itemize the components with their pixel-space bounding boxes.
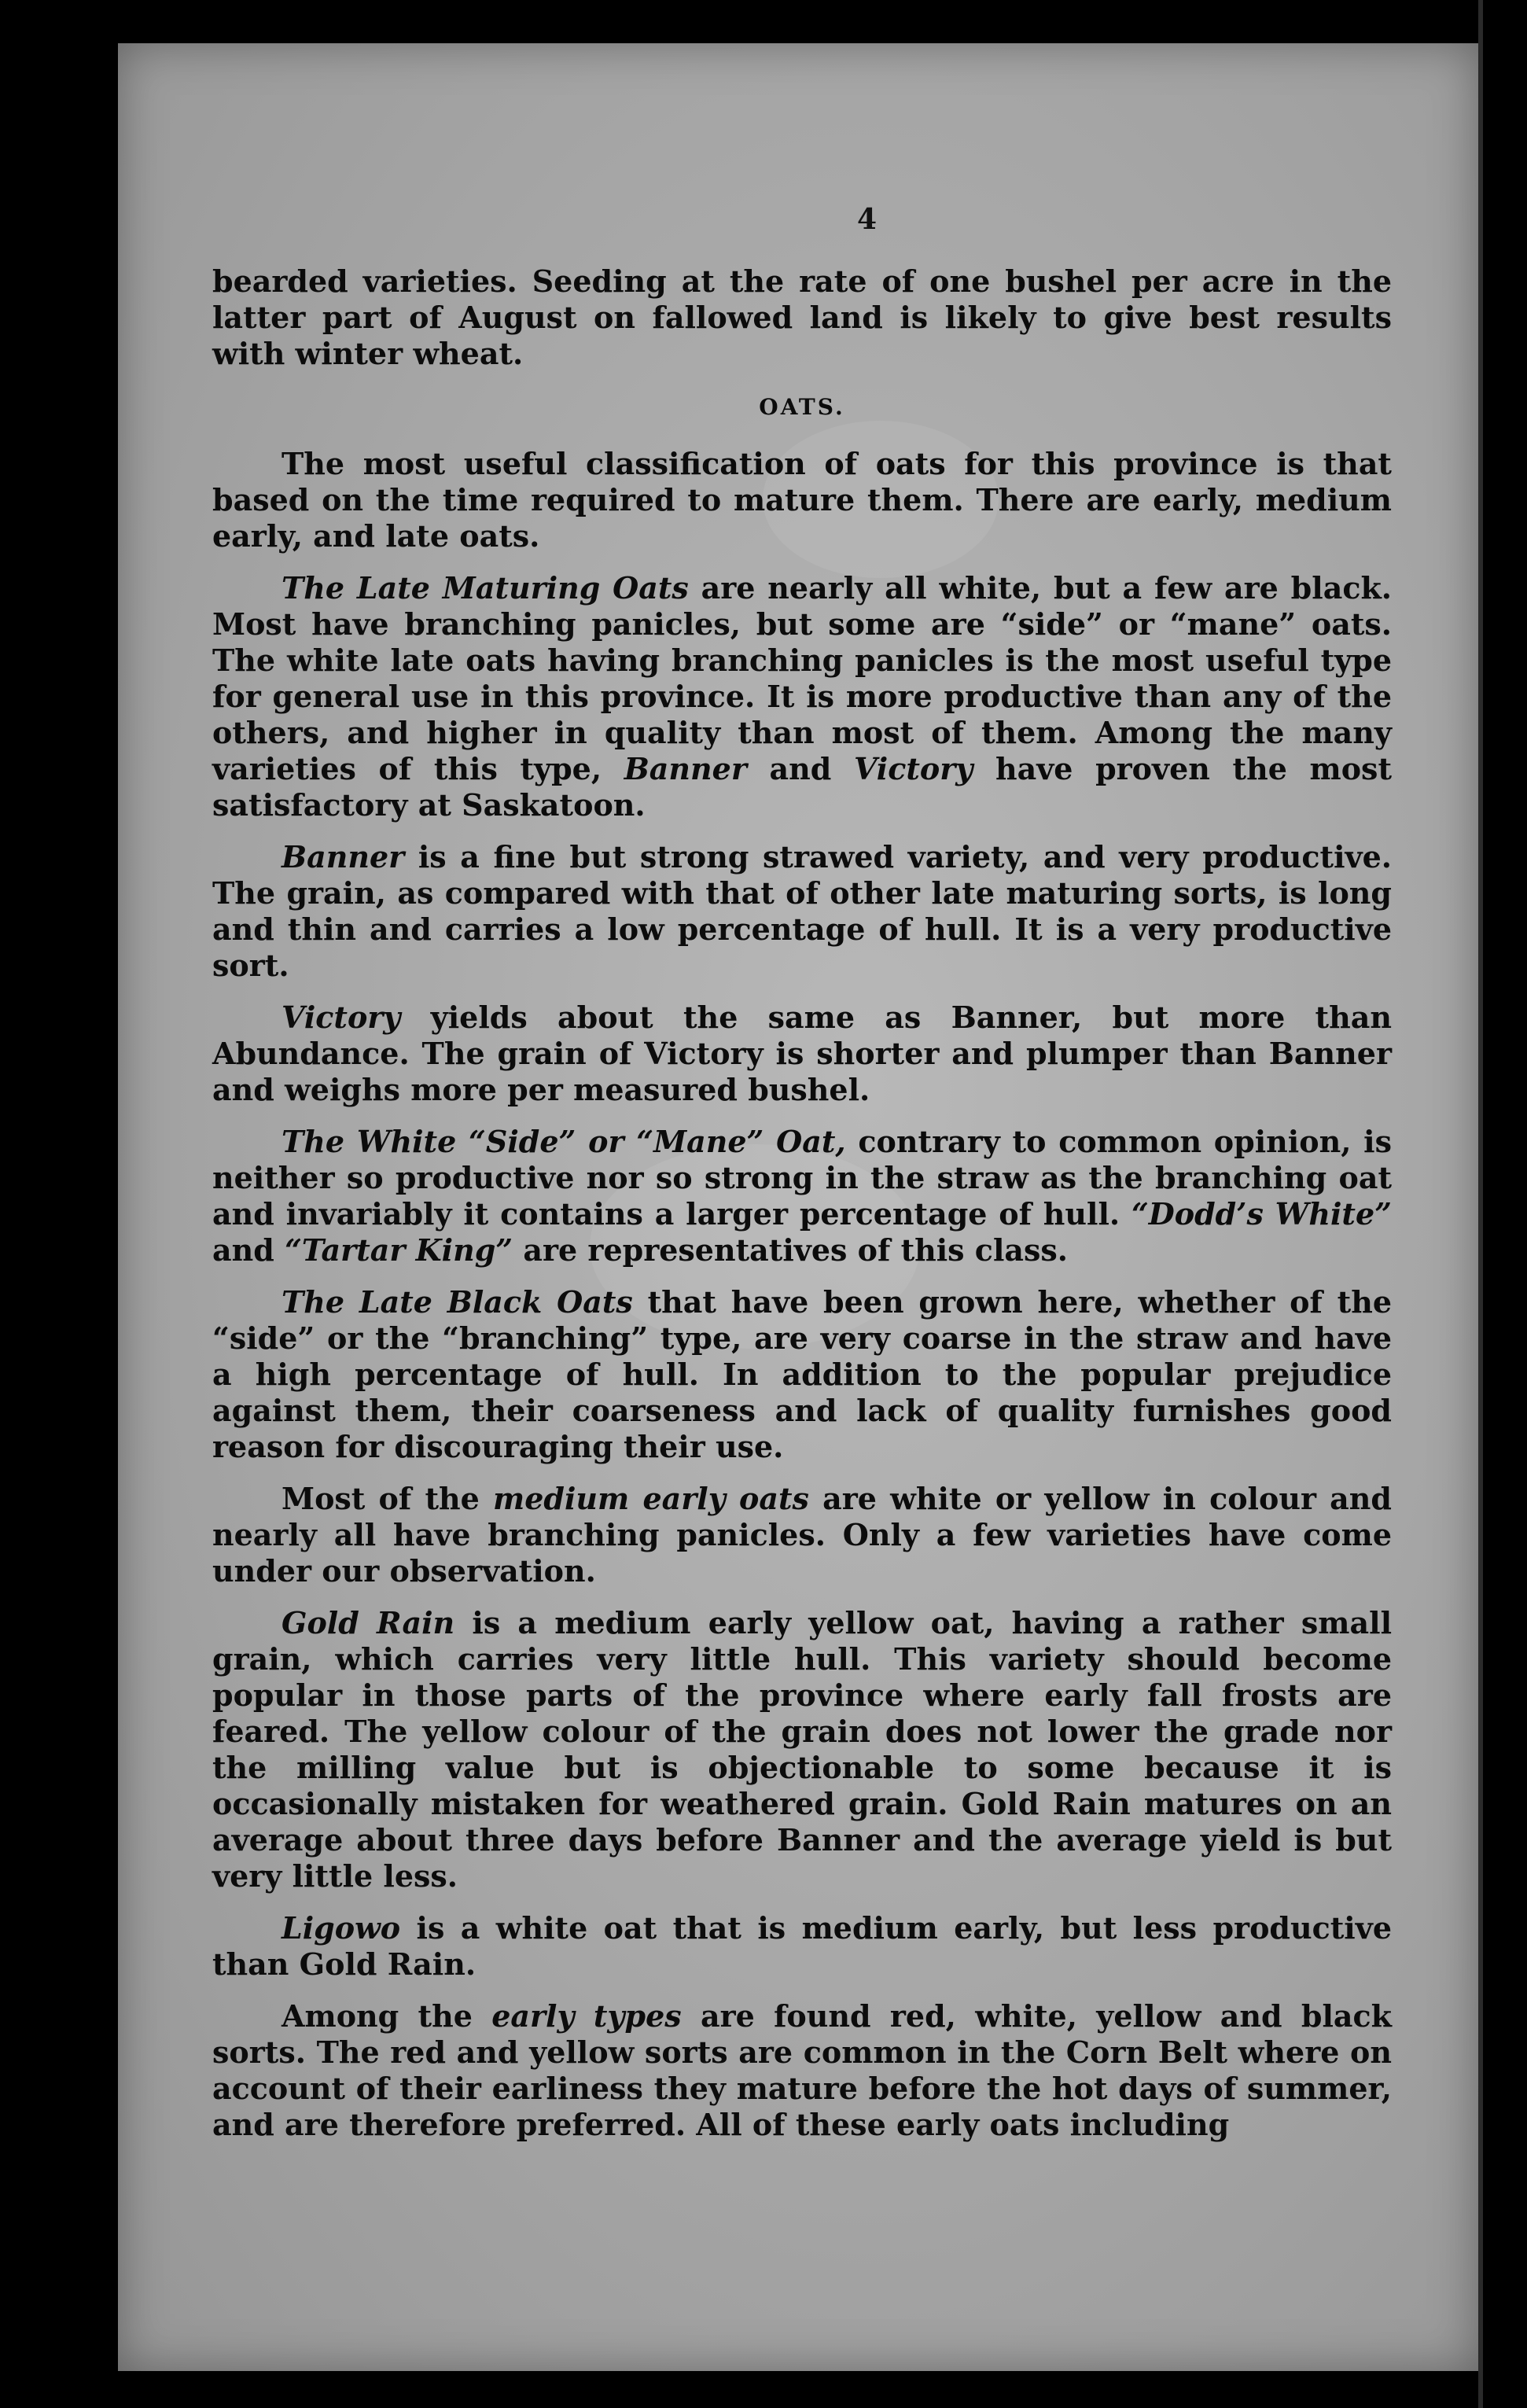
paragraph-text: is a white oat that is medium early, but less productive than Gold Rain. — [212, 1910, 1392, 1982]
body-text — [212, 201, 1392, 2159]
paragraph-text: and — [212, 1232, 285, 1268]
term-victory: Victory — [853, 751, 973, 786]
paragraph-text: and — [746, 751, 854, 786]
page-number: 4 — [857, 203, 878, 236]
term-gold-rain: Gold Rain — [281, 1605, 455, 1640]
paragraph-text: are representatives of this class. — [513, 1232, 1069, 1268]
paragraph-text: yields about the same as Banner, but more than Abundance. The grain of Victory is shorter and plumper than Banner and weighs more per measured bushel. — [212, 1000, 1392, 1107]
paragraph-text: is a fine but strong strawed variety, and very productive. The grain, as compared with that of other late maturing sorts, is long and thin and carries a low percentage of hull. It is a very productive sort. — [212, 839, 1392, 983]
term-ligowo: Ligowo — [281, 1910, 401, 1946]
term-tartar-king: “Tartar King” — [285, 1232, 513, 1268]
book-spine — [1478, 0, 1527, 2408]
paragraph-text: are found red, white, yellow and black sorts. The red and yellow sorts are common in the Corn Belt where on account of their earliness they mature before the hot days of summer, and are therefore preferred. All of these early oats including — [212, 1998, 1392, 2142]
paragraph-early-types — [212, 1998, 1392, 2143]
term-medium-early-oats: medium early oats — [493, 1481, 809, 1516]
paragraph-banner — [212, 839, 1392, 984]
term-late-black-oats: The Late Black Oats — [281, 1284, 633, 1320]
intro-paragraph: bearded varieties. Seeding at the rate of one bushel per acre in the latter part of August on fallowed land is likely to give best results with winter wheat. — [212, 263, 1392, 371]
paragraph-classification: The most useful classification of oats for this province is that based on the time required to mature them. There are early, medium early, and late oats. — [212, 446, 1392, 554]
paragraph-late-black-oats — [212, 1284, 1392, 1465]
paragraph-gold-rain — [212, 1605, 1392, 1894]
paragraph-text: Most of the — [281, 1481, 494, 1516]
paragraph-text: is a medium early yellow oat, having a rather small grain, which carries very little hull. This variety should become popular in those parts of the province where early fall frosts are feared. The yellow colour of the grain does not lower the grade nor the milling value but is objectionable to some because it is occasionally mistaken for weathered grain. Gold Rain matures on an average about three days before Banner and the average yield is but very little less. — [212, 1605, 1393, 1894]
term-late-maturing-oats: The Late Maturing Oats — [281, 570, 689, 606]
paragraph-medium-early — [212, 1481, 1392, 1589]
paragraph-text: that have been grown here, whether of the “side” or the “branching” type, are very coarse in the straw and have a high percentage of hull. In addition to the popular prejudice against them, their coarseness and lack of quality furnishes good reason for discouraging their use. — [212, 1284, 1392, 1464]
paragraph-side-oat — [212, 1124, 1392, 1268]
paragraph-victory — [212, 1000, 1392, 1108]
term-dodds-white: “Dodd’s White” — [1131, 1196, 1392, 1232]
paragraph-text: are nearly all white, but a few are black. Most have branching panicles, but some are “side” or “mane” oats. The white late oats having branching panicles is the most useful type for general use in this province. It is more productive than any of the others, and higher in quality than most of them. Among the many varieties of this type, — [212, 570, 1393, 786]
paragraph-late-maturing-oats — [212, 570, 1392, 823]
section-heading: OATS. — [759, 394, 845, 420]
term-banner: Banner — [281, 839, 405, 874]
term-victory: Victory — [281, 1000, 401, 1035]
paragraph-text: contrary to common opinion, is neither so productive nor so strong in the straw as the branching oat and invariably it contains a larger percentage of hull. — [212, 1124, 1392, 1232]
paragraph-ligowo — [212, 1910, 1392, 1983]
term-side-oat: The White “Side” or “Mane” Oat, — [281, 1124, 846, 1159]
term-banner: Banner — [624, 751, 747, 786]
paragraph-text: have proven the most satisfactory at Saskatoon. — [212, 751, 1393, 823]
paragraph-text: Among the — [281, 1998, 492, 2034]
paragraph-text: are white or yellow in colour and nearly all have branching panicles. Only a few varieties have come under our observation. — [212, 1481, 1393, 1589]
term-early-types: early types — [491, 1998, 682, 2034]
